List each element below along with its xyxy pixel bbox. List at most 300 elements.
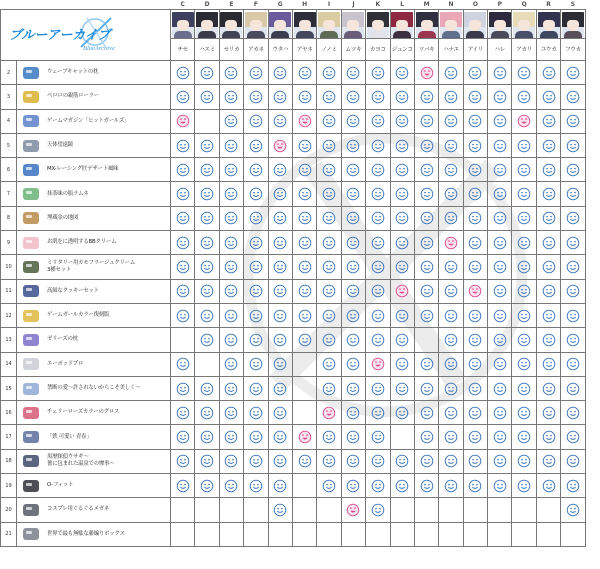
liked-gift-face-icon [298, 284, 312, 298]
liked-gift-face-icon [444, 90, 458, 104]
liked-gift-face-icon [249, 333, 263, 347]
liked-gift-face-icon [346, 139, 360, 153]
preference-cell [195, 303, 219, 327]
character-name: ノノミ [321, 46, 337, 53]
preference-cell [536, 352, 560, 376]
liked-gift-face-icon [371, 503, 385, 517]
liked-gift-face-icon [395, 114, 409, 128]
preference-cell [536, 449, 560, 473]
preference-cell [561, 206, 585, 230]
preference-cell [512, 376, 536, 400]
liked-gift-face-icon [468, 211, 482, 225]
preference-cell [414, 85, 438, 109]
liked-gift-face-icon [493, 187, 507, 201]
preference-cell [195, 474, 219, 498]
column-letter: S [570, 1, 576, 8]
portrait-outfit [442, 31, 460, 38]
preference-cell [439, 425, 463, 449]
liked-gift-face-icon [395, 309, 409, 323]
liked-gift-face-icon [395, 236, 409, 250]
liked-gift-face-icon [542, 187, 556, 201]
preference-cell [268, 522, 292, 546]
preference-cell [390, 352, 414, 376]
preference-cell [366, 109, 390, 133]
preference-cell [366, 206, 390, 230]
preference-cell [341, 474, 365, 498]
liked-gift-face-icon [542, 357, 556, 371]
preference-cell [463, 376, 487, 400]
gift-item-label: チェリーローズカラーのグロス [47, 409, 120, 416]
preference-cell [195, 158, 219, 182]
preference-cell [561, 61, 585, 85]
liked-gift-face-icon [395, 382, 409, 396]
liked-gift-face-icon [468, 260, 482, 274]
preference-cell [171, 255, 195, 279]
preference-cell [439, 231, 463, 255]
row-number: 7 [1, 182, 17, 206]
preference-cell [488, 182, 512, 206]
gift-row [1, 352, 586, 376]
liked-gift-face-icon [322, 479, 336, 493]
preference-cell [439, 328, 463, 352]
preference-cell [390, 425, 414, 449]
liked-gift-face-icon [176, 382, 190, 396]
preference-cell [390, 449, 414, 473]
preference-cell [439, 133, 463, 157]
liked-gift-face-icon [273, 90, 287, 104]
preference-cell [561, 231, 585, 255]
liked-gift-face-icon [273, 333, 287, 347]
preference-cell [268, 158, 292, 182]
preference-cell [512, 449, 536, 473]
preference-cell [439, 352, 463, 376]
gift-row [1, 425, 586, 449]
liked-gift-face-icon [566, 66, 580, 80]
gift-item-cell [17, 449, 171, 473]
character-portrait-cell [463, 10, 487, 39]
preference-cell [439, 303, 463, 327]
column-letter: L [400, 1, 405, 8]
gift-item [17, 209, 170, 227]
preference-cell [536, 85, 560, 109]
column-letter: N [448, 1, 454, 8]
liked-gift-face-icon [322, 382, 336, 396]
preference-cell [341, 425, 365, 449]
liked-gift-face-icon [493, 260, 507, 274]
column-letter: D [204, 1, 210, 8]
liked-gift-face-icon [420, 454, 434, 468]
gift-item [17, 112, 170, 130]
preference-cell [390, 303, 414, 327]
character-portrait-cell [512, 10, 536, 39]
preference-cell [536, 376, 560, 400]
preference-cell [219, 206, 243, 230]
character-portrait [367, 12, 389, 38]
portrait-face [494, 20, 506, 31]
character-name-cell [463, 39, 487, 61]
column-letter: J [352, 1, 355, 8]
liked-gift-face-icon [249, 454, 263, 468]
liked-gift-face-icon [176, 187, 190, 201]
preference-cell [341, 328, 365, 352]
liked-gift-face-icon [542, 90, 556, 104]
preference-cell [536, 498, 560, 522]
row-number: 5 [1, 133, 17, 157]
preference-cell [341, 85, 365, 109]
liked-gift-face-icon [273, 260, 287, 274]
liked-gift-face-icon [298, 187, 312, 201]
portrait-outfit [564, 31, 582, 38]
liked-gift-face-icon [298, 66, 312, 80]
preference-cell [268, 352, 292, 376]
preference-cell [317, 109, 341, 133]
liked-gift-face-icon [444, 430, 458, 444]
preference-cell [390, 498, 414, 522]
character-name: ジュンコ [391, 46, 413, 53]
liked-gift-face-icon [420, 479, 434, 493]
preference-cell [317, 255, 341, 279]
preference-cell [414, 498, 438, 522]
liked-gift-face-icon [176, 90, 190, 104]
gift-item-icon [20, 185, 42, 203]
preference-cell [317, 449, 341, 473]
preference-cell [341, 255, 365, 279]
portrait-outfit [296, 31, 314, 38]
column-letter: G [277, 1, 283, 8]
liked-gift-face-icon [371, 333, 385, 347]
liked-gift-face-icon [566, 90, 580, 104]
preference-cell [195, 522, 219, 546]
preference-cell [317, 425, 341, 449]
liked-gift-face-icon [371, 309, 385, 323]
liked-gift-face-icon [200, 382, 214, 396]
gift-item-cell [17, 328, 171, 352]
preference-cell [512, 206, 536, 230]
liked-gift-face-icon [273, 66, 287, 80]
character-portrait [391, 12, 413, 38]
preference-cell [219, 328, 243, 352]
liked-gift-face-icon [517, 357, 531, 371]
liked-gift-face-icon [298, 260, 312, 274]
preference-cell [561, 328, 585, 352]
row-number: 21 [1, 522, 17, 546]
portrait-face [396, 20, 408, 31]
preference-cell [366, 182, 390, 206]
preference-cell [268, 303, 292, 327]
liked-gift-face-icon [444, 163, 458, 177]
preference-cell [366, 61, 390, 85]
preference-cell [292, 109, 316, 133]
preference-cell [536, 61, 560, 85]
preference-cell [219, 231, 243, 255]
favorite-gift-face-icon [298, 430, 312, 444]
liked-gift-face-icon [517, 309, 531, 323]
preference-cell [219, 255, 243, 279]
gift-item [17, 525, 170, 543]
character-portrait [538, 12, 560, 38]
preference-cell [414, 109, 438, 133]
liked-gift-face-icon [371, 236, 385, 250]
preference-cell [439, 522, 463, 546]
preference-cell [341, 352, 365, 376]
liked-gift-face-icon [346, 260, 360, 274]
preference-cell [463, 474, 487, 498]
preference-cell [366, 133, 390, 157]
liked-gift-face-icon [542, 430, 556, 444]
logo-cell [1, 10, 171, 61]
liked-gift-face-icon [249, 90, 263, 104]
character-portrait-cell [414, 10, 438, 39]
preference-cell [171, 425, 195, 449]
gift-item-cell [17, 255, 171, 279]
preference-cell [268, 376, 292, 400]
gift-item-label: ペロロの親筋ローラー [47, 93, 99, 100]
gift-item-cell [17, 85, 171, 109]
preference-cell [561, 133, 585, 157]
liked-gift-face-icon [273, 284, 287, 298]
preference-cell [292, 449, 316, 473]
liked-gift-face-icon [224, 454, 238, 468]
character-portrait [464, 12, 486, 38]
liked-gift-face-icon [176, 479, 190, 493]
preference-cell [488, 352, 512, 376]
gift-row [1, 158, 586, 182]
gift-item-icon [20, 234, 42, 252]
preference-cell [195, 376, 219, 400]
preference-cell [366, 352, 390, 376]
gift-item [17, 428, 170, 446]
liked-gift-face-icon [322, 309, 336, 323]
favorite-gift-face-icon [298, 114, 312, 128]
preference-cell [292, 474, 316, 498]
liked-gift-face-icon [273, 114, 287, 128]
liked-gift-face-icon [493, 66, 507, 80]
preference-cell [244, 109, 268, 133]
gift-item-label: MX-レーシング匠デザート風味 [47, 166, 119, 173]
character-portrait-cell [488, 10, 512, 39]
liked-gift-face-icon [468, 406, 482, 420]
liked-gift-face-icon [249, 139, 263, 153]
preference-cell [244, 376, 268, 400]
gift-item-icon [20, 112, 42, 130]
liked-gift-face-icon [395, 163, 409, 177]
liked-gift-face-icon [566, 139, 580, 153]
liked-gift-face-icon [468, 479, 482, 493]
gift-item-icon [20, 404, 42, 422]
liked-gift-face-icon [224, 187, 238, 201]
liked-gift-face-icon [371, 211, 385, 225]
liked-gift-face-icon [249, 114, 263, 128]
preference-cell [561, 474, 585, 498]
liked-gift-face-icon [566, 357, 580, 371]
preference-cell [561, 85, 585, 109]
character-portrait [196, 12, 218, 38]
gift-row [1, 109, 586, 133]
character-name-cell [390, 39, 414, 61]
character-name-cell [366, 39, 390, 61]
liked-gift-face-icon [371, 163, 385, 177]
preference-cell [195, 498, 219, 522]
gift-item-icon [20, 501, 42, 519]
character-portrait-cell [244, 10, 268, 39]
preference-cell [171, 474, 195, 498]
preference-cell [561, 376, 585, 400]
favorite-gift-face-icon [346, 503, 360, 517]
gift-item-label: ミリタリー用カモフラージュクリーム 3種セット [47, 260, 136, 274]
liked-gift-face-icon [468, 382, 482, 396]
preference-cell [536, 279, 560, 303]
preference-cell [488, 425, 512, 449]
gift-item-icon [20, 137, 42, 155]
liked-gift-face-icon [346, 454, 360, 468]
liked-gift-face-icon [493, 357, 507, 371]
liked-gift-face-icon [273, 163, 287, 177]
preference-cell [244, 85, 268, 109]
preference-cell [341, 61, 365, 85]
liked-gift-face-icon [224, 139, 238, 153]
preference-cell [268, 255, 292, 279]
preference-cell [171, 206, 195, 230]
liked-gift-face-icon [420, 90, 434, 104]
liked-gift-face-icon [298, 454, 312, 468]
liked-gift-face-icon [371, 382, 385, 396]
preference-cell [244, 328, 268, 352]
portrait-outfit [515, 31, 533, 38]
row-number: 17 [1, 425, 17, 449]
row-number: 8 [1, 206, 17, 230]
liked-gift-face-icon [542, 211, 556, 225]
preference-cell [439, 255, 463, 279]
preference-cell [414, 133, 438, 157]
gift-item [17, 307, 170, 325]
liked-gift-face-icon [444, 309, 458, 323]
liked-gift-face-icon [542, 139, 556, 153]
portrait-face [518, 20, 530, 31]
preference-cell [414, 352, 438, 376]
character-name: ユウカ [540, 46, 557, 53]
character-name-cell [341, 39, 365, 61]
favorite-gift-face-icon [273, 139, 287, 153]
liked-gift-face-icon [517, 479, 531, 493]
liked-gift-face-icon [273, 479, 287, 493]
liked-gift-face-icon [566, 163, 580, 177]
gift-item-icon [20, 209, 42, 227]
liked-gift-face-icon [346, 187, 360, 201]
liked-gift-face-icon [468, 90, 482, 104]
preference-cell [561, 498, 585, 522]
liked-gift-face-icon [273, 211, 287, 225]
liked-gift-face-icon [395, 357, 409, 371]
preference-cell [366, 328, 390, 352]
preference-cell [536, 401, 560, 425]
character-name: カヨコ [369, 46, 386, 53]
gift-row [1, 498, 586, 522]
preference-cell [439, 474, 463, 498]
preference-cell [439, 206, 463, 230]
portrait-face [421, 20, 433, 31]
liked-gift-face-icon [444, 187, 458, 201]
liked-gift-face-icon [224, 357, 238, 371]
portrait-face [274, 20, 286, 31]
preference-cell [414, 158, 438, 182]
preference-cell [536, 522, 560, 546]
liked-gift-face-icon [517, 406, 531, 420]
preference-cell [292, 85, 316, 109]
preference-cell [341, 109, 365, 133]
preference-cell [561, 158, 585, 182]
liked-gift-face-icon [176, 430, 190, 444]
liked-gift-face-icon [200, 333, 214, 347]
liked-gift-face-icon [517, 382, 531, 396]
liked-gift-face-icon [420, 236, 434, 250]
liked-gift-face-icon [517, 66, 531, 80]
preference-cell [341, 401, 365, 425]
preference-cell [244, 61, 268, 85]
liked-gift-face-icon [249, 211, 263, 225]
preference-cell [219, 376, 243, 400]
liked-gift-face-icon [200, 284, 214, 298]
preference-cell [488, 522, 512, 546]
liked-gift-face-icon [346, 66, 360, 80]
preference-cell [171, 449, 195, 473]
preference-cell [244, 474, 268, 498]
preference-cell [268, 498, 292, 522]
preference-cell [195, 401, 219, 425]
preference-cell [292, 303, 316, 327]
liked-gift-face-icon [444, 357, 458, 371]
liked-gift-face-icon [176, 66, 190, 80]
liked-gift-face-icon [371, 187, 385, 201]
preference-cell [171, 303, 195, 327]
liked-gift-face-icon [517, 163, 531, 177]
gift-item [17, 452, 170, 470]
preference-cell [317, 352, 341, 376]
preference-cell [292, 158, 316, 182]
portrait-outfit [466, 31, 484, 38]
liked-gift-face-icon [200, 430, 214, 444]
preference-cell [366, 85, 390, 109]
liked-gift-face-icon [493, 479, 507, 493]
preference-cell [341, 206, 365, 230]
preference-cell [488, 303, 512, 327]
liked-gift-face-icon [273, 454, 287, 468]
liked-gift-face-icon [200, 309, 214, 323]
preference-cell [268, 85, 292, 109]
preference-cell [341, 303, 365, 327]
liked-gift-face-icon [249, 357, 263, 371]
gift-item-cell [17, 376, 171, 400]
liked-gift-face-icon [420, 309, 434, 323]
preference-cell [171, 158, 195, 182]
character-name-cell [171, 39, 195, 61]
liked-gift-face-icon [566, 236, 580, 250]
row-number: 12 [1, 303, 17, 327]
liked-gift-face-icon [468, 430, 482, 444]
preference-cell [219, 522, 243, 546]
letter-row-spacer [1, 0, 171, 10]
preference-cell [561, 109, 585, 133]
liked-gift-face-icon [420, 187, 434, 201]
liked-gift-face-icon [542, 479, 556, 493]
liked-gift-face-icon [322, 163, 336, 177]
character-portrait-cell [366, 10, 390, 39]
preference-cell [390, 133, 414, 157]
character-portrait [318, 12, 340, 38]
preference-cell [414, 303, 438, 327]
liked-gift-face-icon [493, 211, 507, 225]
preference-cell [439, 279, 463, 303]
liked-gift-face-icon [444, 66, 458, 80]
